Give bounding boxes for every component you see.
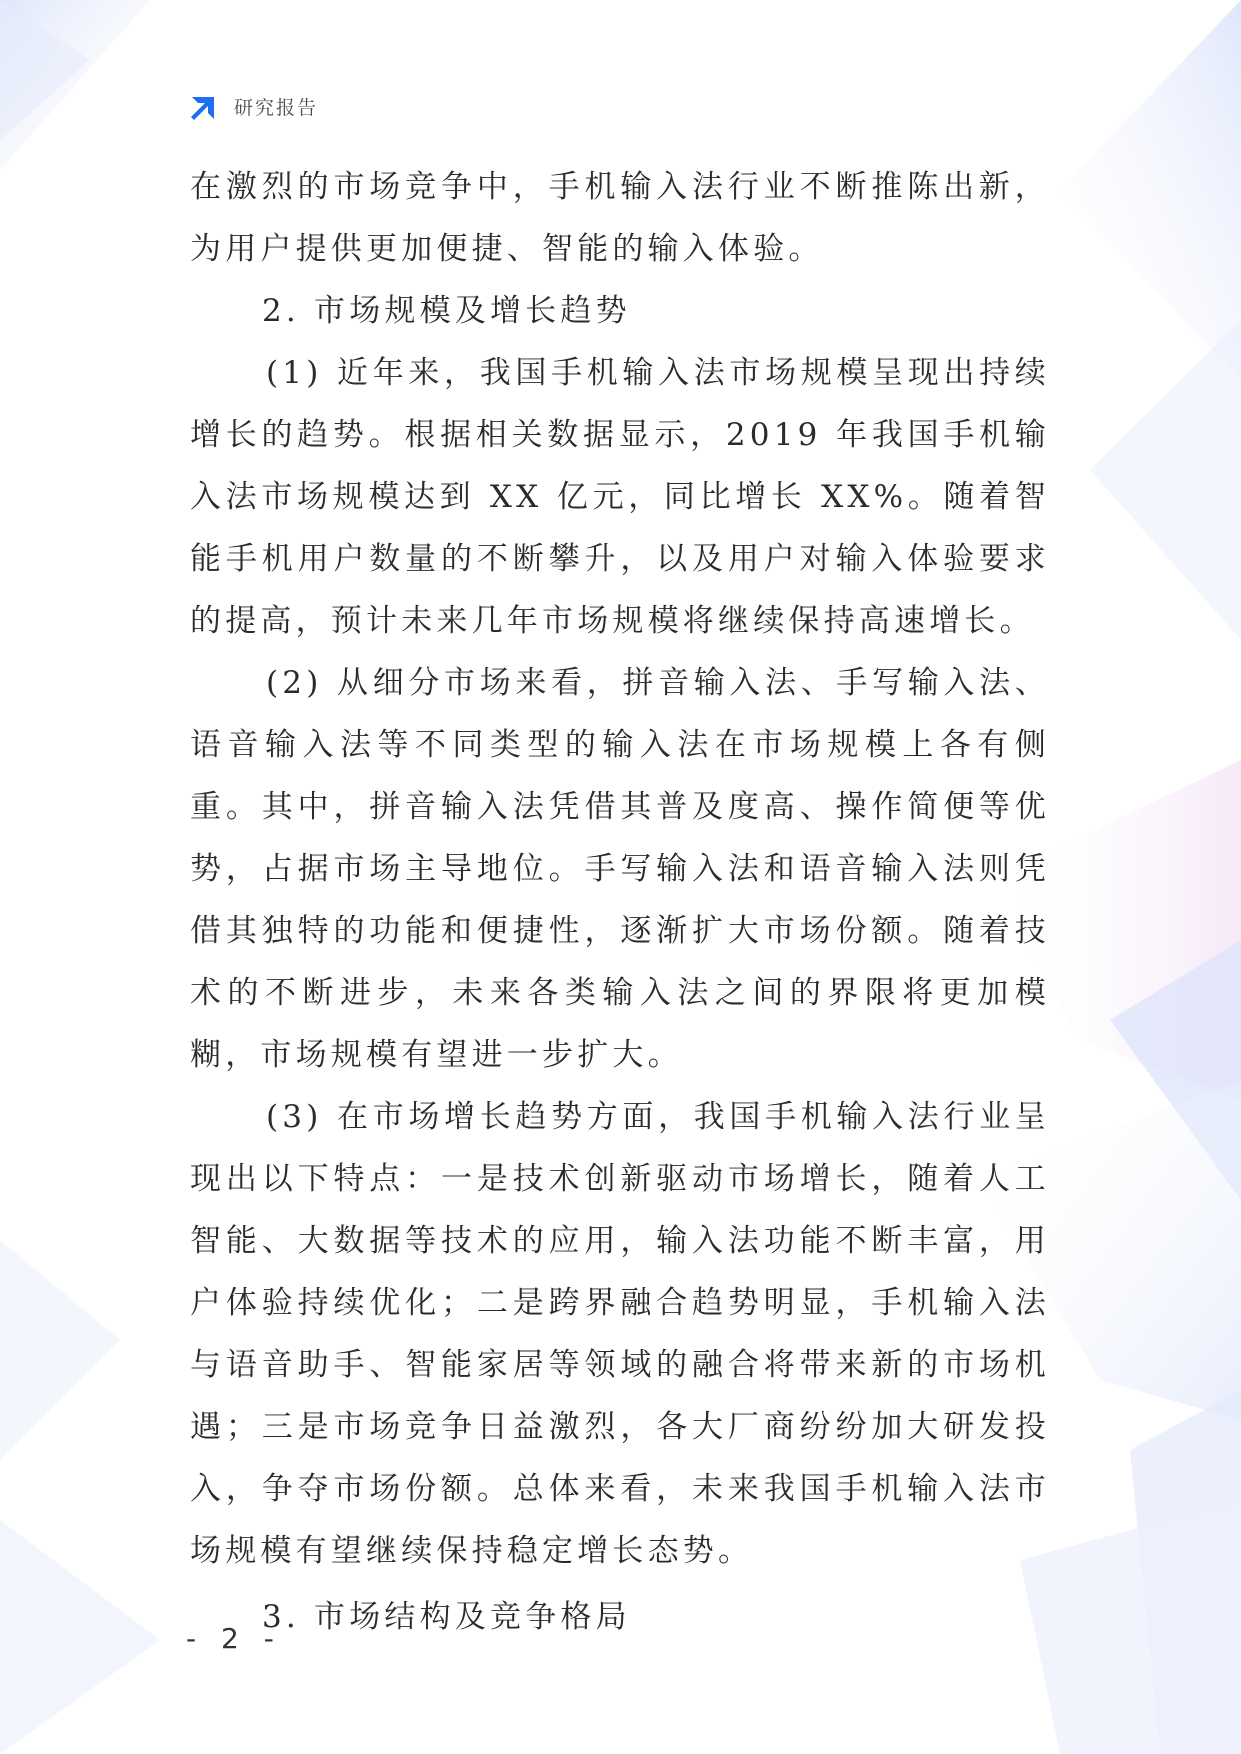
report-body: [190, 156, 1050, 1648]
paragraph-3: (3) 在市场增长趋势方面，我国手机输入法行业呈现出以下特点：一是技术创新驱动市场增长，随着人工智能、大数据等技术的应用，输入法功能不断丰富，用户体验持续优化；二是跨界融合趋势明显，手机输入法与语音助手、智能家居等领域的融合将带来新的市场机遇；三是市场竞争日益激烈，各大厂商纷纷加大研发投入，争夺市场份额。总体来看，未来我国手机输入法市场规模有望继续保持稳定增长态势。: [190, 1099, 1050, 1569]
arrow-up-right-icon: [188, 89, 222, 123]
section-2-heading: 2. 市场规模及增长趋势: [262, 293, 631, 329]
paragraph-2: (2) 从细分市场来看，拼音输入法、手写输入法、语音输入法等不同类型的输入法在市场规模上各有侧重。其中，拼音输入法凭借其普及度高、操作简便等优势，占据市场主导地位。手写输入法和语音输入法则凭借其独特的功能和便捷性，逐渐扩大市场份额。随着技术的不断进步，未来各类输入法之间的界限将更加模糊，市场规模有望进一步扩大。: [190, 665, 1050, 1073]
section-3-heading: 3. 市场结构及竞争格局: [262, 1599, 631, 1635]
page-number: - 2 -: [186, 1622, 282, 1655]
header-title: 研究报告: [234, 96, 319, 119]
paragraph-1: (1) 近年来，我国手机输入法市场规模呈现出持续增长的趋势。根据相关数据显示，2019 年我国手机输入法市场规模达到 XX 亿元，同比增长 XX%。随着智能手机用户数量的不断攀升，以及用户对输入体验要求的提高，预计未来几年市场规模将继续保持高速增长。: [190, 355, 1050, 639]
intro-paragraph: 在激烈的市场竞争中，手机输入法行业不断推陈出新，为用户提供更加便捷、智能的输入体验。: [190, 169, 1050, 267]
report-header: [188, 88, 318, 124]
